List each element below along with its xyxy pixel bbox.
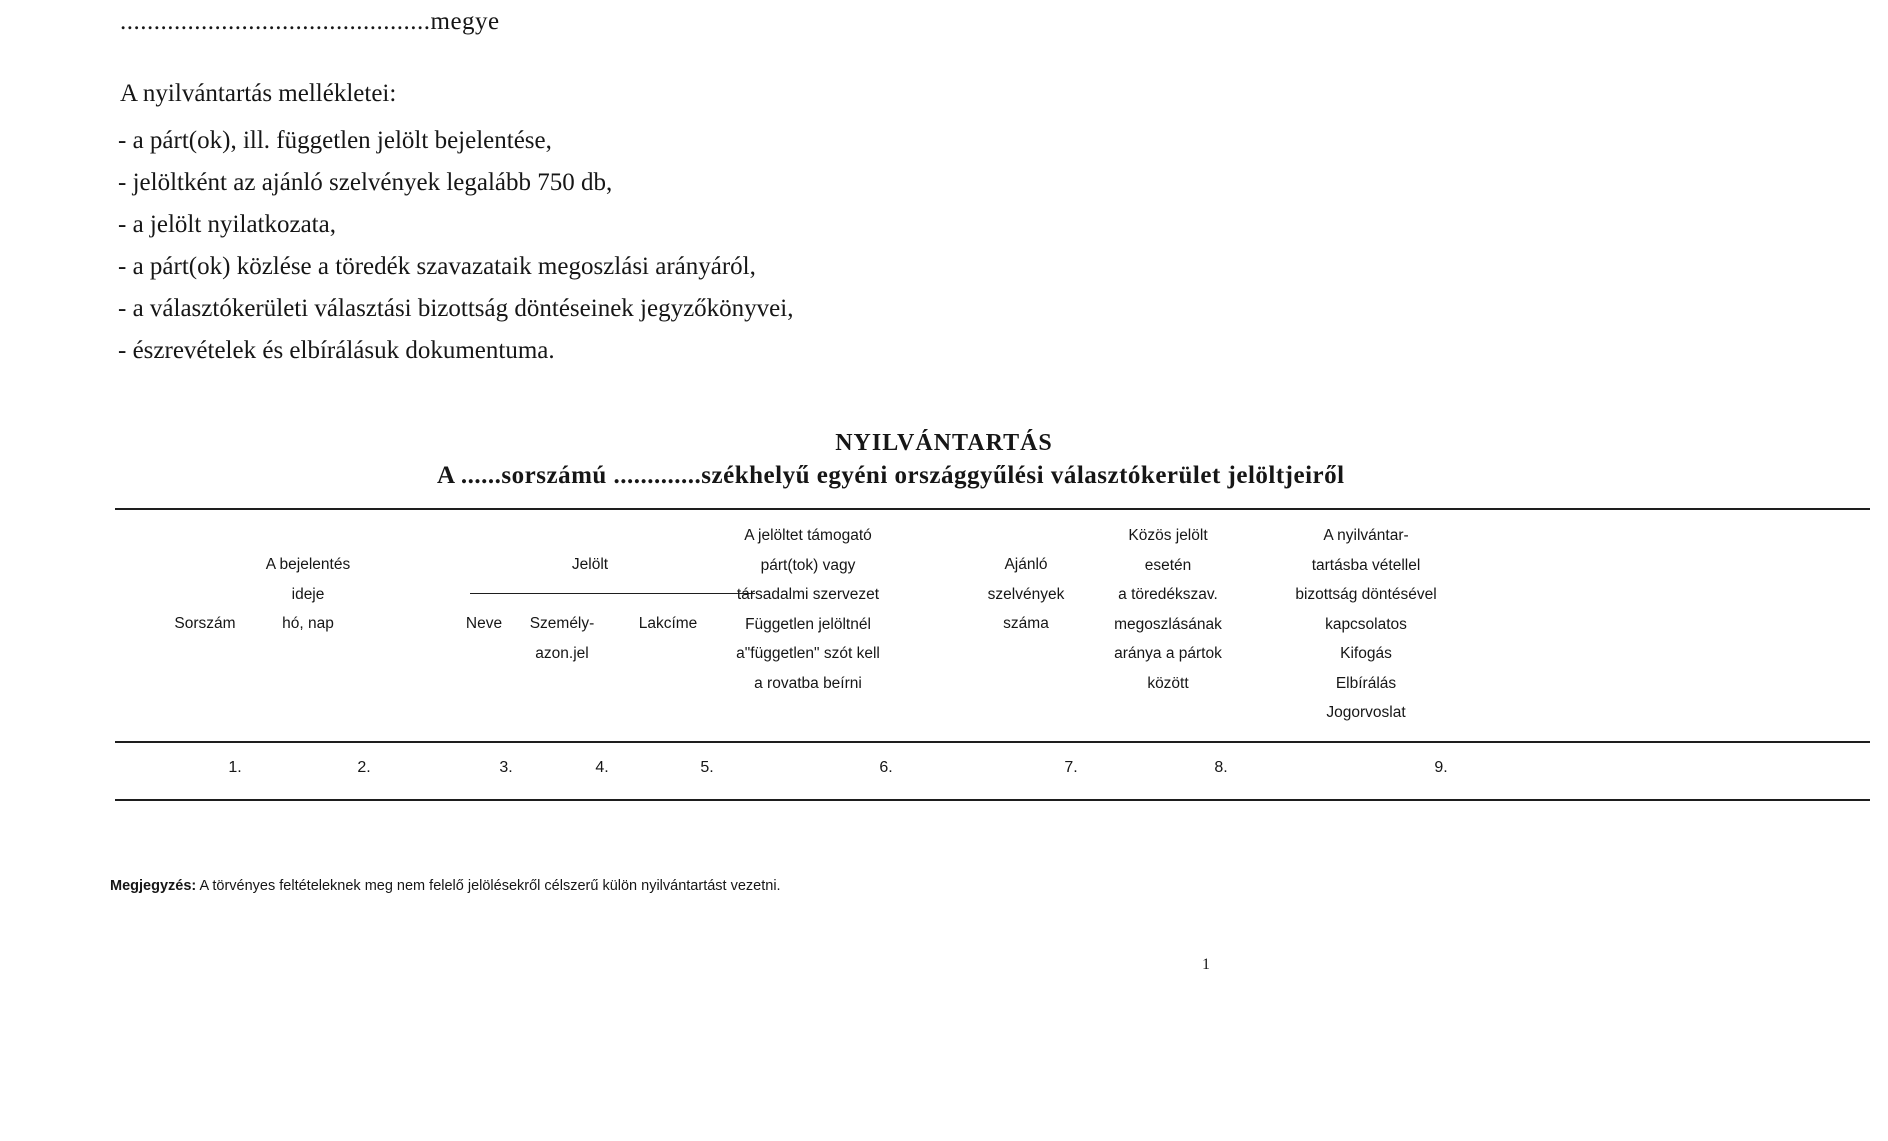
col-header-line: társadalmi szervezet [736,586,880,603]
col-header-line: bizottság döntésével [1295,586,1437,603]
annex-title: A nyilvántartás mellékletei: [120,80,397,107]
col-header-line: tartásba vétellel [1311,556,1421,574]
col-number: 7. [1064,759,1078,776]
col-number: 3. [499,759,513,776]
col-header-line: A jelöltet támogató [744,527,872,544]
col-header-line: Ajánló [1004,556,1048,573]
col-number: 4. [595,759,609,776]
footnote [110,878,781,894]
col-header-line: párt(tok) vagy [760,556,856,574]
col-header-coupons [988,550,1065,639]
col-header-party [736,521,880,698]
col-header-line: Kifogás [1340,645,1392,662]
col-header-serial [174,609,235,639]
col-header-objection [1295,521,1436,728]
col-header-line: a rovatba beírni [754,674,862,692]
col-header-address [639,609,698,639]
county-line: ..............................................megye [120,8,500,35]
candidate-group-label: Jelölt [571,556,609,573]
annex-item: - a választókerületi választási bizottság döntéseinek jegyzőkönyvei, [118,295,794,322]
col-header-line: aránya a pártok [1114,645,1222,662]
col-header-joint [1114,521,1222,698]
col-header-date [266,550,350,639]
col-header-line: a töredékszav. [1118,586,1218,603]
col-number: 1. [228,759,242,776]
col-header-line: Lakcíme [638,615,698,632]
col-header-line: száma [1003,615,1049,632]
col-number: 9. [1434,759,1448,776]
annex-item: - észrevételek és elbírálásuk dokumentuma. [118,337,555,364]
col-header-line: között [1147,674,1189,692]
table-bottom-rule [115,799,1870,801]
footnote-text: A törvényes feltételeknek meg nem felelő jelölésekről célszerű külön nyilvántartást vezetni. [196,878,781,894]
candidate-group-rule [470,593,755,594]
header-bottom-rule [115,741,1870,743]
page-mark: 1 [1202,956,1210,973]
col-header-line: esetén [1144,556,1192,574]
annex-item: - a párt(ok) közlése a töredék szavazataik megoszlási arányáról, [118,253,756,280]
col-header-line: Független jelöltnél [745,615,871,633]
footnote-label: Megjegyzés: [110,878,197,894]
col-header-line: azon.jel [535,644,589,662]
col-header-line: A bejelentés [265,556,351,573]
annex-item: - jelöltként az ajánló szelvények legalább 750 db, [118,169,613,196]
table-top-rule [115,508,1870,510]
col-header-line: Neve [465,615,503,632]
annex-item: - a jelölt nyilatkozata, [118,211,336,238]
annex-list [118,120,793,372]
col-header-line: Jogorvoslat [1326,704,1406,721]
col-header-line: kapcsolatos [1325,615,1407,633]
col-number: 8. [1214,759,1228,776]
col-header-line: A nyilvántar- [1323,527,1409,544]
col-header-line: hó, nap [282,615,334,632]
col-header-id [530,609,595,668]
col-header-line: Sorszám [174,615,236,632]
register-heading: NYILVÁNTARTÁS [835,430,1053,456]
register-subheading: A ......sorszámú .............székhelyű egyéni országgyűlési választókerület jelöltjeiről [437,462,1345,489]
col-header-line: Személy- [529,615,595,632]
col-header-line: Elbírálás [1335,674,1397,692]
col-header-line: Közös jelölt [1128,527,1208,544]
col-header-line: a"független" szót kell [736,645,880,662]
col-header-name [466,609,502,639]
col-number: 2. [357,759,371,776]
col-header-line: megoszlásának [1114,615,1222,633]
col-header-line: szelvények [987,585,1065,603]
col-number: 5. [700,759,714,776]
col-number: 6. [879,759,893,776]
col-header-line: ideje [291,585,325,603]
annex-item: - a párt(ok), ill. független jelölt bejelentése, [118,127,552,154]
